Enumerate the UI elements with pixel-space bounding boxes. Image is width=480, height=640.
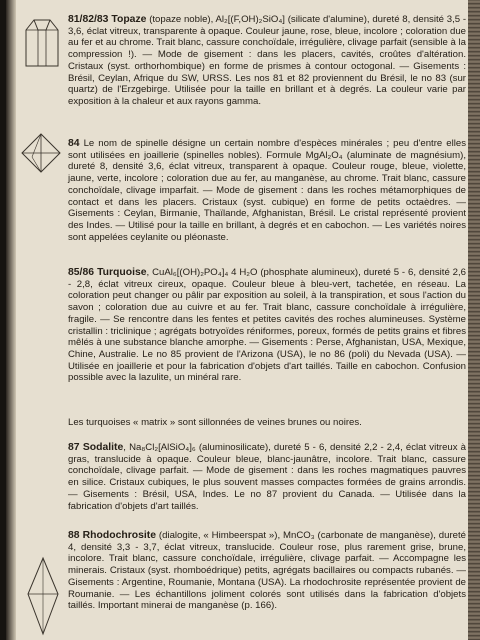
entry-turquoise [68,267,466,384]
entry-spinelle [68,138,466,243]
spinel-octahedron-icon [20,132,62,174]
entry-topaze [68,14,466,108]
entry-rhodochrosite-head: 88 Rhodochrosite [68,530,156,541]
book-page [6,0,468,640]
entry-rhodochrosite [68,530,466,612]
topaz-crystal-icon [20,16,62,70]
entry-spinelle-text: Le nom de spinelle désigne un certain nombre d'espèces minérales ; peu d'entre elles sont utilisées en joaillerie (spinelles nobles). Formule MgAl₂O₄ (aluminate de magnésium), dureté 8, densité 3,6, éclat vitreux, transparent à opaque. Couleur rouge, bleue, violette, jaune, verte, incolore ; coloration due au fer, au manganèse, au chrome. Trait blanc, cassure conchoïdale, clivage imparfait. — Mode de gisement : dans les roches métamorphiques de contact et dans les placers. Cristaux (syst. cubique) en forme de petits octaèdres. — Gisements : Ceylan, Birmanie, Thaïlande, Afghanistan, Brésil. Le cristal représenté provient des Indes. — Utilisé pour la taille en brillant, à degrés et en cabochon. — Les variétés noires sont appelées ceylanite ou pléonaste. [68,138,466,243]
entry-turquoise-text: , CuAl₆[(OH)₂PO₄]₄ 4 H₂O (phosphate alumineux), dureté 5 - 6, densité 2,6 - 2,8, éclat vitreux cireux, opaque. Couleur bleue à bleu-vert, tachetée, en réseau. La coloration peut changer ou pâlir par exposition au soleil, à la transpiration, et sous l'action du savon ; coloration due au cuivre et au fer. Trait blanc, cassure conchoïdale à irrégulière, fragile. — Se rencontre dans les fentes et petites cavités des roches alumineuses. Système cristallin : triclinique ; agrégats botryoïdes réniformes, poreux, formés de petits grains et fibres mêlés à une substance blanche amorphe. — Gisements : Perse, Afghanistan, USA, Mexique, Chine, Australie. Le no 85 provient de l'Arizona (USA), le no 86 (poli) du Nevada (USA). — Utilisée en joaillerie et pour la fabrication d'objets d'art taillés. Taille en cabochon. Confusion possible avec la lazulite, un minéral rare. [68,267,466,384]
turquoise-matrix-note: Les turquoises « matrix » sont sillonnées de veines brunes ou noires. [68,417,362,428]
rhodochrosite-crystal-icon [26,556,60,636]
page-gutter-shadow [6,0,16,640]
entry-spinelle-head: 84 [68,138,80,149]
entry-turquoise-head: 85/86 Turquoise [68,267,147,278]
entry-sodalite [68,442,466,512]
entry-topaze-head: 81/82/83 Topaze [68,14,147,25]
page-stack-edge [468,0,480,640]
entry-topaze-text: (topaze noble), Al₂[(F,OH)₂SiO₄] (silicate d'alumine), dureté 8, densité 3,5 - 3,6, éclat vitreux, transparente à opaque. Couleur jaune, rose, bleue, incolore ; coloration due au fer et au chrome. Trait blanc, cassure conchoïdale, irrégulière, clivage parfait (sensible à la compression !). — Mode de gisement : dans les placers, cavités, croûtes d'altération. Cristaux (syst. orthorhombique) en forme de prismes à contour octogonal. — Gisements : Brésil, Ceylan, Afrique du SW, URSS. Les nos 81 et 82 proviennent du Brésil, le no 83 (sur quartz) de l'Erzgebirge. Utilisée pour la taille en brillant et à degrés. La couleur varie par exposition à la chaleur et aux rayons gamma. [68,14,467,107]
entry-sodalite-head: 87 Sodalite [68,442,124,453]
entry-rhodochrosite-text: (dialogite, « Himbeerspat »), MnCO₃ (carbonate de manganèse), dureté 4, densité 3,3 - 3,7, éclat vitreux, translucide. Couleur rose, plus rarement grise, brune, incolore. Trait blanc, cassure conchoïdale, irrégulière, clivage parfait. — Accompagne les minerais. Cristaux (syst. rhomboédrique) petits, agrégats bacillaires ou compacts rubanés. — Gisements : Argentine, Roumanie, Montana (USA). La rhodochrosite représentée provient de Roumanie. — Les échantillons joliment colorés sont utilisés dans la fabrication d'objets taillés. Important minerai de manganèse (p. 166). [68,530,466,612]
entry-sodalite-text: , Na₈Cl₂[AlSiO₄]₆ (aluminosilicate), dureté 5 - 6, densité 2,2 - 2,4, éclat vitreux à gras, translucide à opaque. Couleur bleue, blanc-jaunâtre, incolore. Trait blanc, cassure conchoïdale, clivage parfait. — Mode de gisement : dans les roches magmatiques pauvres en silice. Cristaux cubiques, le plus souvent masses compactes formées de grains arrondis. — Gisements : Brésil, USA, Indes. Le no 87 provient du Canada. — Utilisée dans la fabrication d'objets d'art taillés. [68,442,466,512]
